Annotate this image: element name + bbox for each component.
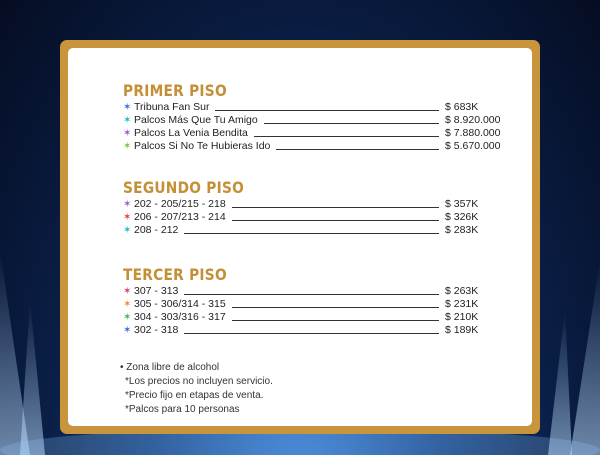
star-icon: ✶: [123, 128, 132, 139]
star-icon: ✶: [123, 102, 132, 113]
section-title: SEGUNDO PISO: [123, 178, 245, 197]
price-list-frame: [60, 40, 540, 434]
zone-price: $ 326K: [445, 211, 479, 223]
star-icon: ✶: [123, 312, 132, 323]
star-icon: ✶: [123, 286, 132, 297]
zone-name: 305 - 306/314 - 315: [134, 298, 226, 310]
price-list-panel: [68, 48, 532, 426]
zone-price: $ 210K: [445, 311, 479, 323]
list-item: [123, 311, 513, 324]
zone-price: $ 231K: [445, 298, 479, 310]
zone-price: $ 5.670.000: [445, 140, 501, 152]
note-service: *Los precios no incluyen servicio.: [125, 376, 273, 387]
star-icon: ✶: [123, 199, 132, 210]
zone-name: 302 - 318: [134, 324, 179, 336]
leader-line: [232, 320, 439, 321]
star-icon: ✶: [123, 141, 132, 152]
zone-name: Tribuna Fan Sur: [134, 101, 210, 113]
leader-line: [232, 207, 439, 208]
leader-line: [184, 294, 439, 295]
leader-line: [184, 333, 439, 334]
zone-name: 206 - 207/213 - 214: [134, 211, 226, 223]
section-tercer-piso: [123, 265, 513, 337]
leader-line: [276, 149, 439, 150]
zone-price: $ 263K: [445, 285, 479, 297]
star-icon: ✶: [123, 299, 132, 310]
list-item: [123, 324, 513, 337]
star-icon: ✶: [123, 225, 132, 236]
section-title: TERCER PISO: [123, 265, 227, 284]
leader-line: [254, 136, 439, 137]
list-item: [123, 127, 513, 140]
section-primer-piso: [123, 81, 513, 153]
leader-line: [232, 307, 439, 308]
zone-name: Palcos La Venia Bendita: [134, 127, 248, 139]
section-title: PRIMER PISO: [123, 81, 227, 100]
zone-price: $ 7.880.000: [445, 127, 501, 139]
list-item: [123, 101, 513, 114]
list-item: [123, 140, 513, 153]
footnotes: [120, 361, 273, 417]
note-fixed-price: *Precio fijo en etapas de venta.: [125, 390, 264, 401]
section-segundo-piso: [123, 178, 513, 237]
note-alcohol: • Zona libre de alcohol: [120, 362, 220, 373]
zone-name: 202 - 205/215 - 218: [134, 198, 226, 210]
zone-name: 307 - 313: [134, 285, 179, 297]
star-icon: ✶: [123, 325, 132, 336]
leader-line: [184, 233, 439, 234]
leader-line: [232, 220, 439, 221]
zone-price: $ 189K: [445, 324, 479, 336]
zone-name: 304 - 303/316 - 317: [134, 311, 226, 323]
zone-name: 208 - 212: [134, 224, 179, 236]
list-item: [123, 114, 513, 127]
leader-line: [264, 123, 439, 124]
list-item: [123, 298, 513, 311]
list-item: [123, 224, 513, 237]
zone-price: $ 8.920.000: [445, 114, 501, 126]
list-item: [123, 285, 513, 298]
zone-name: Palcos Si No Te Hubieras Ido: [134, 140, 271, 152]
leader-line: [215, 110, 439, 111]
zone-price: $ 283K: [445, 224, 479, 236]
note-box-capacity: *Palcos para 10 personas: [125, 404, 240, 415]
list-item: [123, 211, 513, 224]
zone-price: $ 683K: [445, 101, 479, 113]
star-icon: ✶: [123, 212, 132, 223]
zone-name: Palcos Más Que Tu Amigo: [134, 114, 258, 126]
zone-price: $ 357K: [445, 198, 479, 210]
list-item: [123, 198, 513, 211]
star-icon: ✶: [123, 115, 132, 126]
